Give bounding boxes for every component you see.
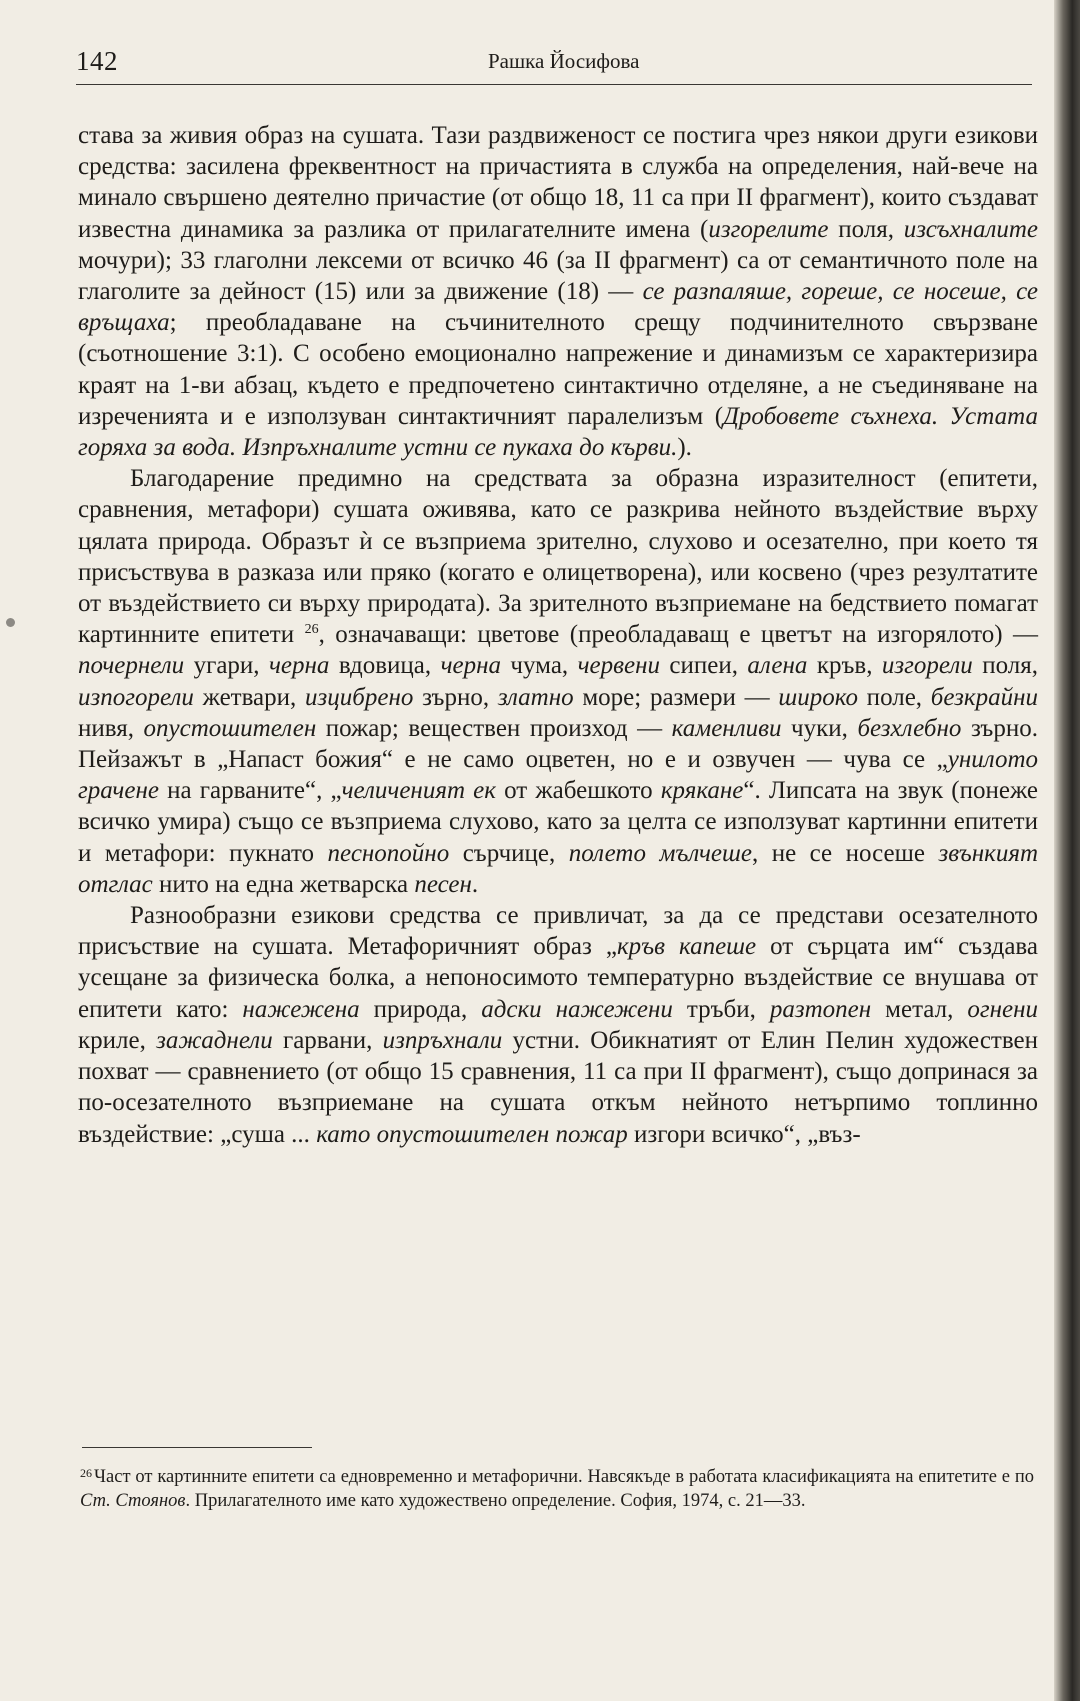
text-run: поля,: [828, 215, 904, 243]
text-run: зърно,: [413, 683, 498, 711]
running-title: Рашка Йосифова: [488, 49, 640, 73]
italic-run: черна: [440, 652, 502, 680]
italic-run: песнопойно: [327, 839, 450, 867]
text-run: от сърцата им“ създава усещане за физическа болка, а непоносимото температурно въздействие се внушава от епитети като:: [78, 933, 1038, 1023]
italic-run: опустошителен: [143, 714, 317, 742]
text-run: изгори всичко“, „въз-: [627, 1120, 861, 1148]
book-spine-shadow: [1054, 0, 1080, 1701]
margin-dot: [6, 618, 15, 627]
italic-run: златно: [497, 683, 574, 711]
text-run: криле,: [78, 1026, 157, 1054]
italic-run: челиченият ек: [341, 777, 496, 805]
text-run: мочури); 33 глаголни лексеми от всичко 46 (за II фрагмент) са от семантичното поле на глаголите за дейност (15) или за движение (18) —: [78, 246, 1038, 306]
text-run: , не се носеше: [751, 839, 939, 867]
footnote-text: [80, 1467, 1034, 1511]
text-run: пожар; веществен произход —: [316, 714, 672, 742]
italic-run: адски нажежени: [481, 995, 673, 1023]
text-run: гарвани,: [272, 1026, 383, 1054]
text-run: .: [471, 870, 479, 898]
italic-run: полето мълчеше: [568, 839, 752, 867]
italic-run: изцибрено: [305, 683, 414, 711]
text-run: Разнообразни езикови средства се привличат, за да се представи осезателното присъствие на сушата. Метафоричният образ „: [78, 902, 1038, 961]
text-run: тръби,: [672, 995, 770, 1023]
italic-run: безкрайни: [930, 683, 1038, 711]
italic-run: изгорелите: [708, 215, 829, 243]
text-run: нивя,: [78, 714, 144, 742]
text-run: от жабешкото: [495, 777, 661, 805]
italic-run: широко: [778, 683, 858, 711]
text-run: Благодарение предимно на средствата за образна изразителност (епитети, сравнения, метафори) сушата оживява, като се разкрива нейното въздействие върху цялата природа. Образът ѝ се възприема зрително, слухово и осезателно, при което тя присъствува в разказа или пряко (когато е олицетворена), или косвено (чрез резултатите от въздействието си върху природата). За зрителното възприемане на бедствието помагат картинните епитети: [78, 465, 1038, 649]
footnote-reference: 26: [304, 622, 319, 638]
italic-run: огнени: [967, 995, 1038, 1023]
italic-run: звънкият отглас: [78, 839, 1038, 898]
italic-run: Дробовете съхнеха. Устата горяха за вода. Изпръхналите устни се пукаха до кърви.: [78, 402, 1038, 462]
text-run: ).: [677, 434, 692, 462]
text-run: метал,: [871, 995, 968, 1023]
text-run: угари,: [184, 652, 269, 680]
text-run: жетвари,: [193, 683, 306, 711]
text-run: природа,: [359, 995, 482, 1023]
italic-run: червени: [577, 652, 660, 680]
italic-run: изсъхналите: [903, 215, 1038, 243]
page-header: [76, 44, 1032, 85]
italic-run: каменливи: [671, 714, 782, 742]
italic-run: се разпаляше, гореше, се носеше, се връщаха: [78, 278, 1038, 337]
text-run: чума,: [501, 652, 578, 680]
italic-run: крякане: [660, 777, 744, 805]
italic-run: Ст. Стоянов: [80, 1491, 186, 1511]
italic-run: песен: [414, 870, 472, 898]
footnote-rule: [82, 1447, 312, 1448]
paragraph: [78, 900, 1038, 1150]
italic-run: нажежена: [242, 995, 360, 1023]
paragraph: [78, 120, 1038, 463]
italic-run: безхлебно: [857, 714, 962, 742]
italic-run: разтопен: [769, 995, 872, 1023]
text-run: , означаващи: цветове (преобладаващ е цветът на изгорялото) —: [318, 621, 1038, 649]
italic-run: унилото грачене: [78, 746, 1038, 805]
italic-run: зажаднели: [156, 1026, 273, 1054]
text-run: “. Липсата на звук (понеже всичко умира) също се възприема слухово, като за целта се използуват картинни епитети и метафори: пукнато: [78, 777, 1038, 867]
italic-run: изпръхнали: [382, 1026, 503, 1054]
body-text: [78, 120, 1038, 1150]
text-run: . Прилагателното име като художествено определение. София, 1974, с. 21—33.: [185, 1491, 806, 1511]
text-run: чуки,: [781, 714, 858, 742]
text-run: вдовица,: [329, 652, 441, 680]
paragraph: [78, 463, 1038, 900]
text-run: на гарваните“, „: [158, 777, 342, 805]
text-run: нито на една жетварска: [152, 870, 415, 898]
text-run: устни. Обикнатият от Елин Пелин художествен похват — сравнението (от общо 15 сравнения, 11 са при II фрагмент), също допринася за по-осезателното възприемане на сушата откъм нейното нетърпимо топлинно въздействие: „суша ...: [78, 1026, 1038, 1148]
italic-run: кръв капеше: [616, 933, 757, 961]
text-run: ; преобладаване на съчинителното срещу подчинителното свързване (съотношение 3:1). С особено емоционално напрежение и динамизъм се характеризира краят на 1-ви абзац, където е предпочетено синтактично отделяне, а не съединяване на изреченията и е използуван синтактичният паралелизъм (: [78, 309, 1038, 430]
text-run: кръв,: [807, 652, 882, 680]
text-run: зърно. Пейзажът в „Напаст божия“ е не само оцветен, но е и озвучен — чува се „: [78, 714, 1038, 774]
text-run: поля,: [972, 652, 1038, 680]
italic-run: почернели: [78, 652, 185, 680]
text-run: море; размери —: [573, 683, 779, 711]
text-run: поле,: [857, 683, 931, 711]
italic-run: алена: [747, 652, 808, 680]
text-run: сърчице,: [449, 839, 569, 867]
footnote: [80, 1461, 1034, 1513]
italic-run: изгорели: [881, 652, 973, 680]
footnote-number: 26: [80, 1466, 92, 1480]
italic-run: изпогорели: [78, 683, 194, 711]
text-run: става за живия образ на сушата. Тази раздвиженост се постига чрез някои други езикови средства: засилена фреквентност на причастията в служба на определения, най-вече на минало свършено деятелно причастие (от общо 18, 11 са при II фрагмент), които създават известна динамика за разлика от прилагателните имена (: [78, 122, 1038, 243]
page-number: 142: [76, 46, 118, 76]
text-run: сипеи,: [659, 652, 748, 680]
text-run: Част от картинните епитети са едновременно и метафорични. Навсякъде в работата класификацията на епитетите е по: [94, 1467, 1034, 1487]
italic-run: като опустошителен пожар: [316, 1120, 628, 1148]
italic-run: черна: [268, 652, 330, 680]
